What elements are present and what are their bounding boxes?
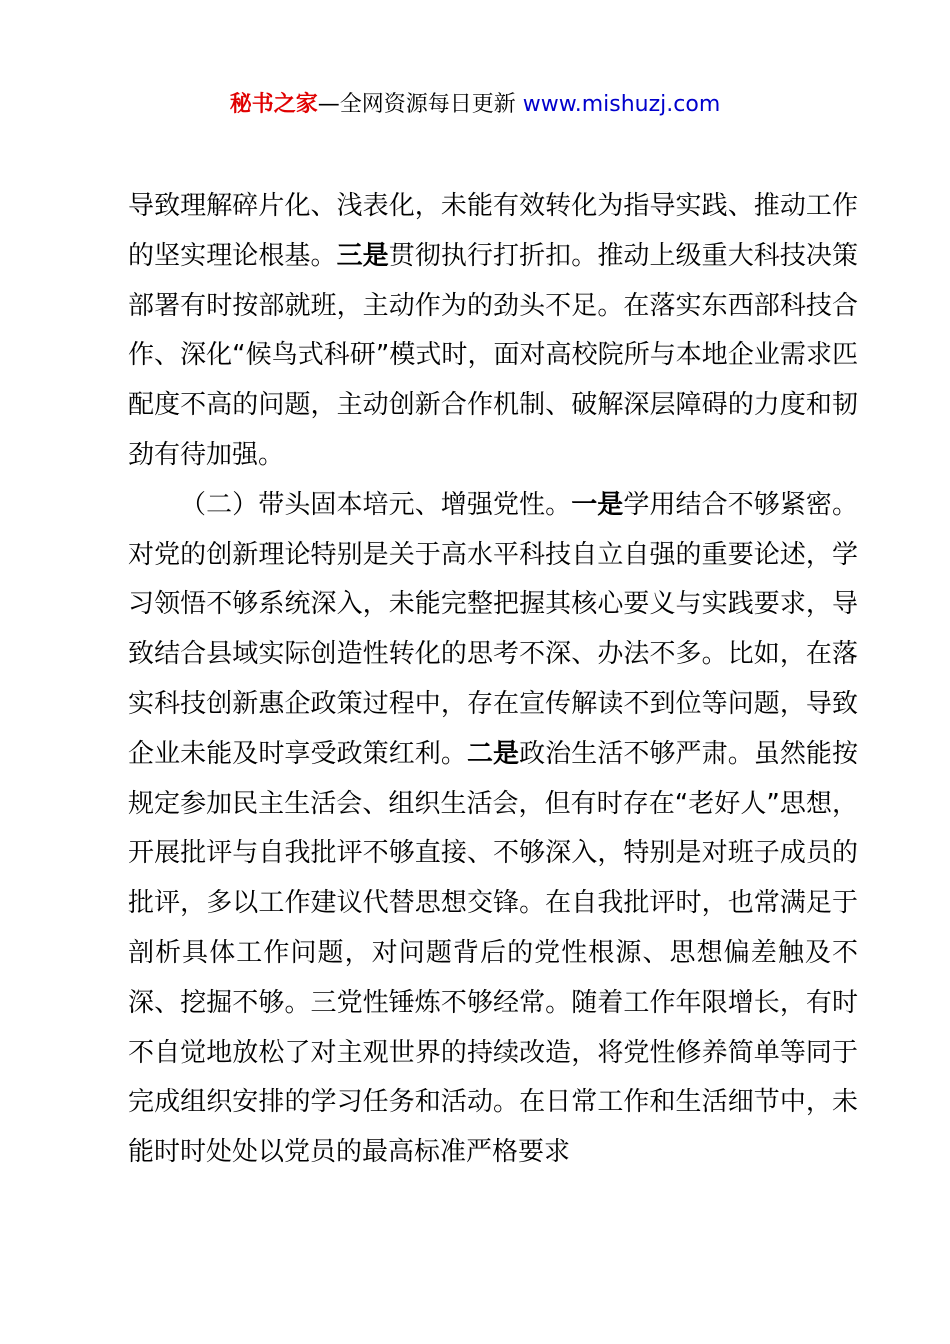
brand-name: 秘书之家 [229, 92, 318, 117]
paragraph-2-text-3: 政治生活不够严肃。虽然能按规定参加民主生活会、组织生活会，但有时存在“老好人”思想，开展批评与自我批评不够直接、不够深入，特别是对班子成员的批评，多以工作建议代替思想交锋。在自我批评时，也常满足于剖析具体工作问题，对问题背后的党性根源、思想偏差触及不深、挖掘不够。三党性锤炼不够经常。随着工作年限增长，有时不自觉地放松了对主观世界的持续改造，将党性修养简单等同于完成组织安排的学习任务和活动。在日常工作和生活细节中，未能时时处处以党员的最高标准严格要求 [128, 738, 858, 1168]
document-body [128, 182, 858, 1178]
paragraph-2-emphasis-2: 二是 [466, 738, 520, 769]
paragraph-2-text-1: （二）带头固本培元、增强党性。 [180, 489, 572, 520]
paragraph-1 [128, 182, 858, 481]
page-header [0, 88, 950, 122]
paragraph-2-text-2: 学用结合不够紧密。对党的创新理论特别是关于高水平科技自立自强的重要论述，学习领悟不够系统深入，未能完整把握其核心要义与实践要求，导致结合县域实际创造性转化的思考不深、办法不多。比如，在落实科技创新惠企政策过程中，存在宣传解读不到位等问题，导致企业未能及时享受政策红利。 [128, 489, 858, 769]
paragraph-2 [128, 481, 858, 1178]
site-url-link[interactable]: www.mishuzj.com [522, 92, 721, 117]
paragraph-1-text-1: 导致理解碎片化、浅表化，未能有效转化为指导实践、推动工作的坚实理论根基。 [128, 191, 858, 271]
paragraph-2-emphasis-1: 一是 [571, 489, 624, 520]
paragraph-1-emphasis-1: 三是 [336, 240, 389, 271]
paragraph-1-text-2: 贯彻执行打折扣。推动上级重大科技决策部署有时按部就班，主动作为的劲头不足。在落实东西部科技合作、深化“候鸟式科研”模式时，面对高校院所与本地企业需求匹配度不高的问题，主动创新合作机制、破解深层障碍的力度和韧劲有待加强。 [128, 240, 858, 470]
header-tagline: —全网资源每日更新 [317, 92, 523, 117]
